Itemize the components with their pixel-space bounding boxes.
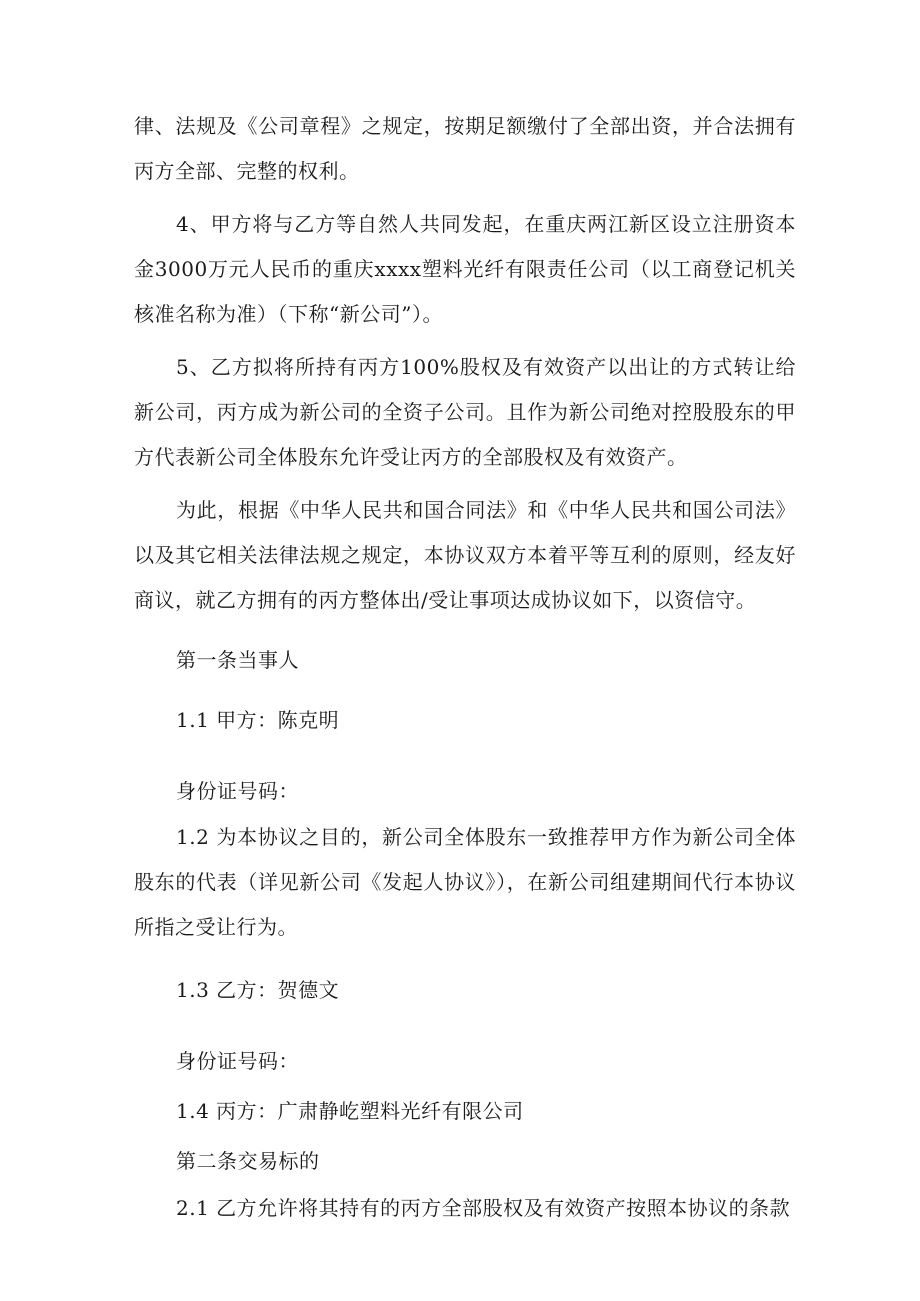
item-1-4-party-c: 1.4 丙方：广肃静屹塑料光纤有限公司 <box>176 1099 524 1123</box>
item-1-3-party-b: 1.3 乙方：贺德文 <box>176 978 340 1002</box>
item-2-1-transfer-object: 2.1 乙方允许将其持有的丙方全部股权及有效资产按照本协议的条款 <box>176 1196 791 1220</box>
id-number-label-b: 身份证号码： <box>176 1049 299 1073</box>
article-2-title: 第二条交易标的 <box>176 1149 320 1173</box>
paragraph-equity-transfer: 5、乙方拟将所持有丙方100%股权及有效资产以出让的方式转让给新公司，丙方成为新公司的全资子公司。且作为新公司绝对控股股东的甲方代表新公司全体股东允许受让丙方的全部股权及有效资产。 <box>134 355 796 469</box>
article-1-title: 第一条当事人 <box>176 648 299 672</box>
item-1-2-representative: 1.2 为本协议之目的，新公司全体股东一致推荐甲方作为新公司全体股东的代表（详见新公司《发起人协议》），在新公司组建期间代行本协议所指之受让行为。 <box>134 825 796 939</box>
item-1-1-party-a: 1.1 甲方：陈克明 <box>176 708 340 732</box>
paragraph-contribution-clause: 律、法规及《公司章程》之规定，按期足额缴付了全部出资，并合法拥有丙方全部、完整的权利。 <box>134 114 796 183</box>
id-number-label-a: 身份证号码： <box>176 779 299 803</box>
paragraph-new-company: 4、甲方将与乙方等自然人共同发起，在重庆两江新区设立注册资本金3000万元人民币的重庆xxxx塑料光纤有限责任公司（以工商登记机关核准名称为准）（下称“新公司”）。 <box>134 212 796 326</box>
paragraph-legal-basis: 为此，根据《中华人民共和国合同法》和《中华人民共和国公司法》以及其它相关法律法规之规定，本协议双方本着平等互利的原则，经友好商议，就乙方拥有的丙方整体出/受让事项达成协议如下，以资信守。 <box>134 498 796 612</box>
